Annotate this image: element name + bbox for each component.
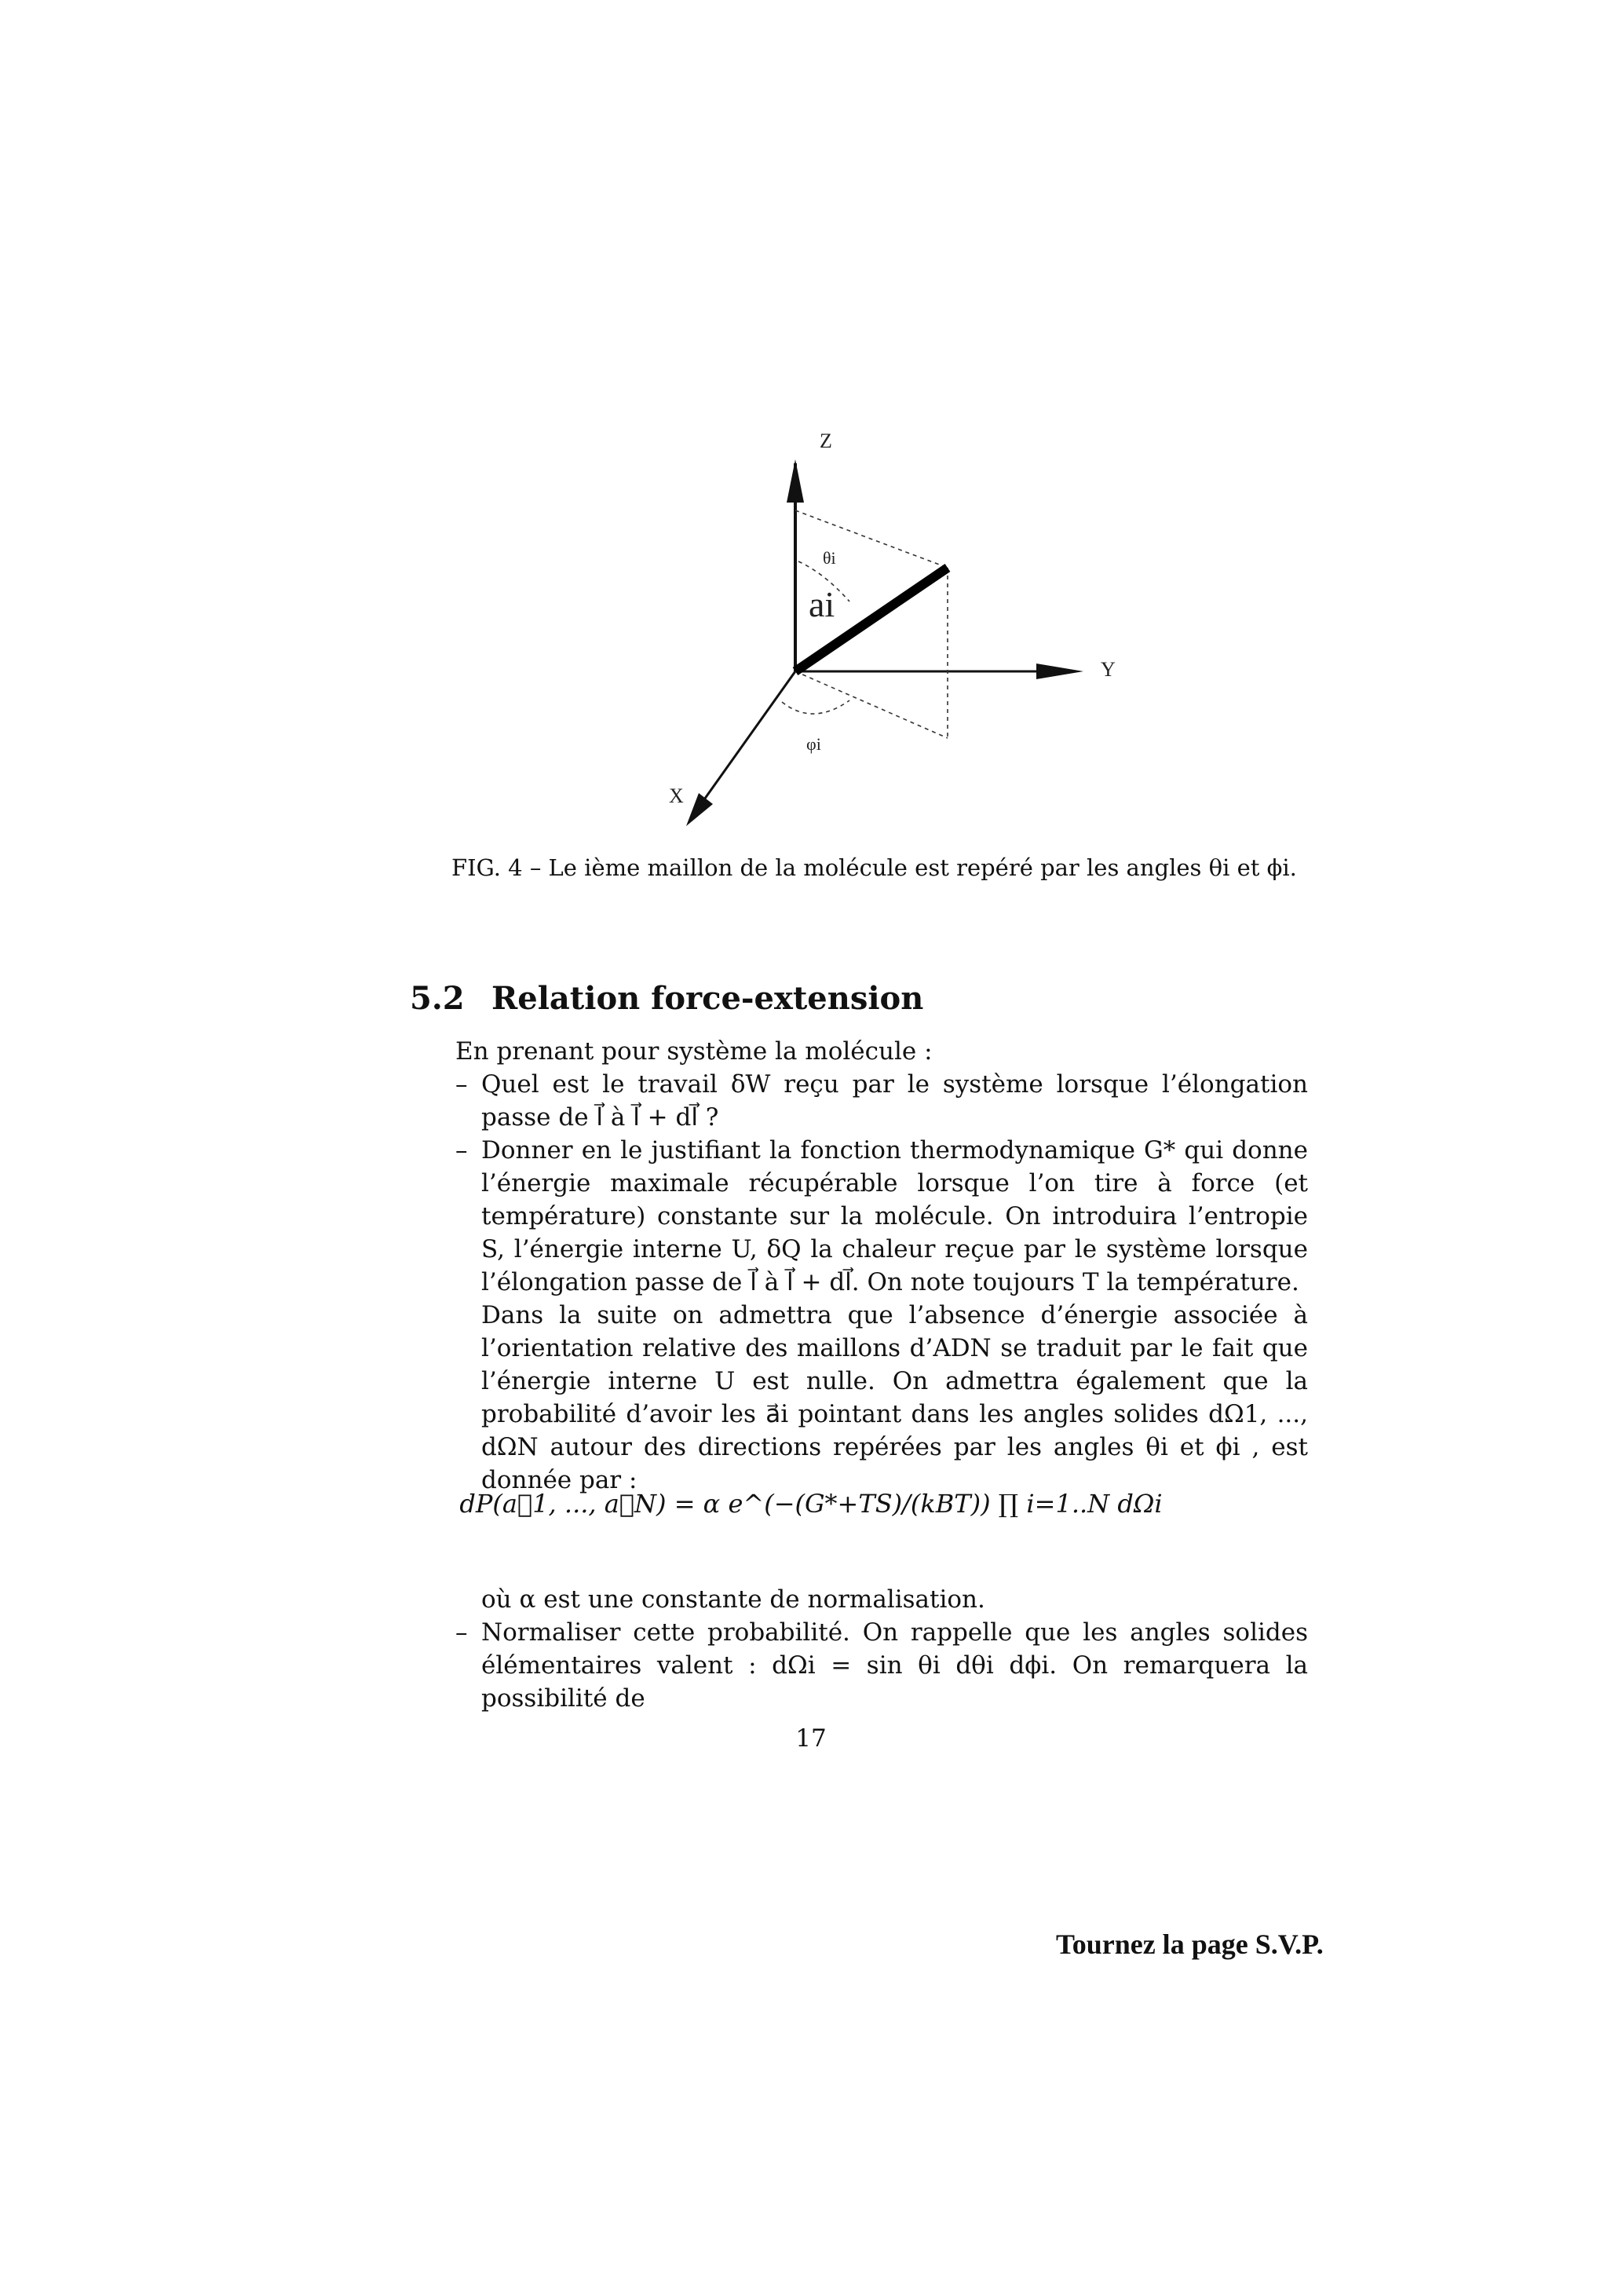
paragraph-assumption: Dans la suite on admettra que l’absence d’énergie associée à l’orientation relative des maillons d’ADN se traduit par le fait que l’énergie interne U est nulle. On admettra également que la probabilité d’avoir les a⃗i pointant dans les angles solides dΩ1, ..., dΩN autour des directions repérées par les angles θi et ϕi , est donnée par :: [481, 1301, 1308, 1494]
footer-turn-page: Tournez la page S.V.P.: [1056, 1929, 1324, 1960]
axis-z-label: Z: [820, 430, 832, 452]
figure-4-diagram: [644, 424, 1131, 832]
probability-equation: [0, 1489, 1622, 1519]
question-1: – Quel est le travail δW reçu par le système lorsque l’élongation passe de l⃗ à l⃗ + dl⃗ ?: [455, 1068, 1308, 1134]
body-text-continued: [455, 1583, 1308, 1715]
normalization-note: où α est une constante de normalisation.: [481, 1585, 985, 1614]
x-arrowhead: [686, 793, 713, 826]
page-number: 17: [795, 1724, 827, 1753]
axis-y-label: Y: [1101, 658, 1116, 681]
section-number: 5.2: [410, 980, 465, 1017]
question-2: – Donner en le justifiant la fonction thermodynamique G* qui donne l’énergie maximale récupérable lorsque l’on tire à force (et température) constante sur la molécule. On introduira l’entropie S, l’énergie interne U, δQ la chaleur reçue par le système lorsque l’élongation passe de l⃗ à l⃗ + dl⃗. On note toujours T la température.: [455, 1134, 1308, 1299]
body-text: [455, 1035, 1308, 1497]
section-heading: [410, 980, 923, 1017]
question-3: – Normaliser cette probabilité. On rappelle que les angles solides élémentaires valent : dΩi = sin θi dθi dϕi. On remarquera la possibilité de: [455, 1616, 1308, 1715]
theta-label: θi: [823, 548, 836, 568]
x-axis: [695, 671, 795, 813]
figure-caption: [451, 854, 1297, 881]
axis-x-label: X: [669, 784, 684, 807]
phi-label: φi: [806, 734, 821, 754]
intro-paragraph: En prenant pour système la molécule :: [455, 1037, 933, 1066]
caption-text: – Le ième maillon de la molécule est repéré par les angles θi et ϕi.: [522, 854, 1297, 881]
y-arrowhead: [1036, 664, 1083, 679]
equation-text: dP(a⃗1, ..., a⃗N) = α e^(−(G*+TS)/(kBT)) ∏ i=1..N dΩi: [459, 1489, 1163, 1519]
a-label: ai: [809, 584, 835, 624]
section-title: Relation force-extension: [491, 980, 924, 1017]
z-arrowhead: [787, 459, 804, 503]
caption-prefix: FIG. 4: [451, 854, 523, 881]
